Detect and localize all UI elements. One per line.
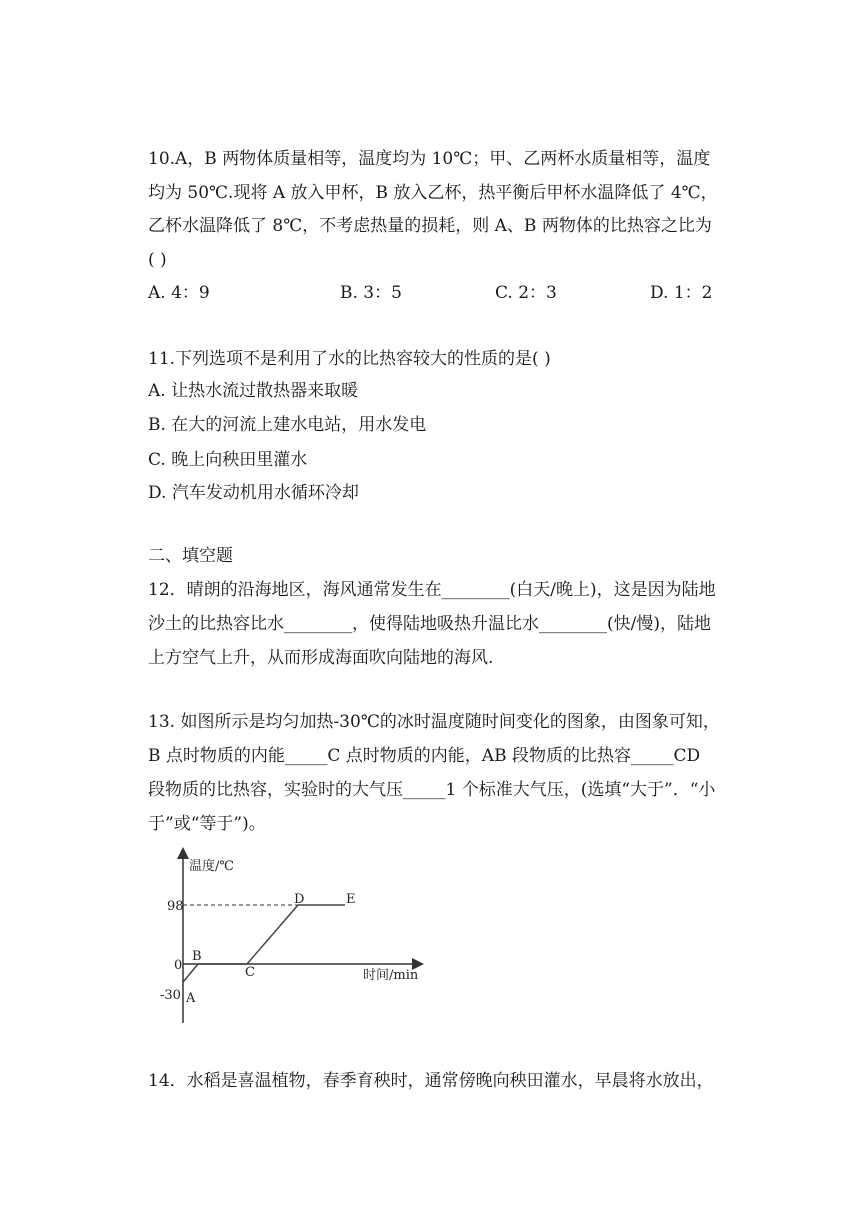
y-tick-98: 98 <box>167 899 184 914</box>
q13-line-4: 于”或“等于”)。 <box>148 814 266 834</box>
q12-line-2: 沙土的比热容比水________，使得陆地吸热升温比水________(快/慢)，陆地 <box>148 614 711 634</box>
q10-option-d: D. 1：2 <box>650 283 713 303</box>
q10-line-1: 10.A，B 两物体质量相等，温度均为 10℃；甲、乙两杯水质量相等，温度 <box>148 149 711 169</box>
q13-line-2: B 点时物质的内能_____C 点时物质的内能，AB 段物质的比热容_____CD <box>148 746 701 766</box>
temperature-time-chart <box>150 845 450 1035</box>
section-title: 二、填空题 <box>148 546 233 566</box>
point-label-e: E <box>346 892 356 907</box>
q12-line-1: 12．晴朗的沿海地区，海风通常发生在________(白天/晚上)，这是因为陆地 <box>148 580 716 600</box>
x-axis-label: 时间/min <box>363 968 419 983</box>
y-axis-label: 温度/℃ <box>189 859 234 874</box>
q14-line-1: 14．水稻是喜温植物，春季育秧时，通常傍晚向秧田灌水，早晨将水放出， <box>148 1071 714 1091</box>
q11-stem: 11.下列选项不是利用了水的比热容较大的性质的是( ) <box>148 349 551 369</box>
q11-option-a: A. 让热水流过散热器来取暖 <box>148 381 359 401</box>
q10-option-a: A. 4：9 <box>148 283 210 303</box>
q10-line-3: 乙杯水温降低了 8℃，不考虑热量的损耗，则 A、B 两物体的比热容之比为 <box>148 216 712 236</box>
q10-option-c: C. 2：3 <box>495 283 557 303</box>
q11-option-d: D. 汽车发动机用水循环冷却 <box>148 483 359 503</box>
point-label-d: D <box>294 892 305 907</box>
y-tick-minus30: -30 <box>160 988 181 1003</box>
point-label-a: A <box>186 991 196 1006</box>
q11-option-b: B. 在大的河流上建水电站，用水发电 <box>148 415 427 435</box>
q12-line-3: 上方空气上升，从而形成海面吹向陆地的海风. <box>148 648 494 668</box>
q10-line-2: 均为 50℃.现将 A 放入甲杯，B 放入乙杯，热平衡后甲杯水温降低了 4℃， <box>148 183 718 203</box>
temperature-series-line <box>183 905 345 982</box>
q10-option-b: B. 3：5 <box>340 283 402 303</box>
y-tick-0: 0 <box>174 958 183 973</box>
point-label-b: B <box>192 949 202 964</box>
q13-line-1: 13. 如图所示是均匀加热-30℃的冰时温度随时间变化的图象，由图象可知， <box>148 712 720 732</box>
q13-line-3: 段物质的比热容，实验时的大气压_____1 个标准大气压，(选填“大于”．“小 <box>148 780 716 800</box>
q11-option-c: C. 晚上向秧田里灌水 <box>148 450 308 470</box>
point-label-c: C <box>245 965 255 980</box>
q10-line-4: ( ) <box>148 250 167 270</box>
